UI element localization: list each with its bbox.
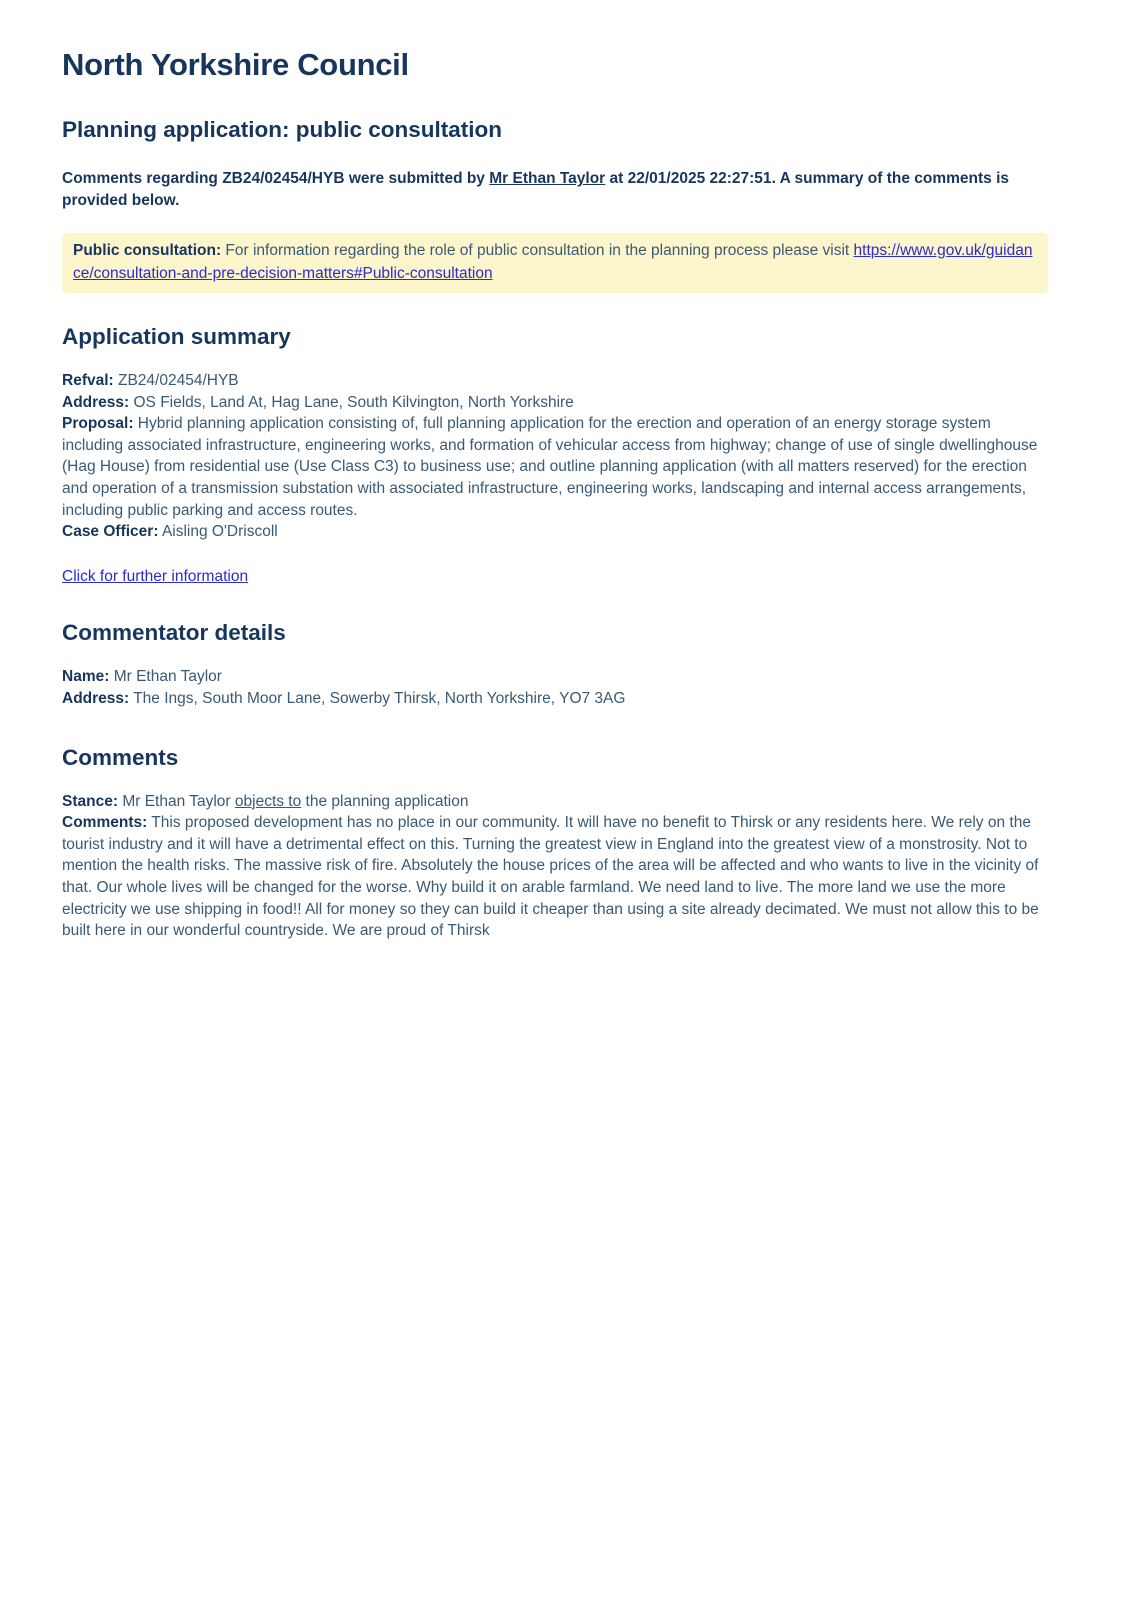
commentator-address-label: Address: bbox=[62, 689, 130, 707]
commentator-details-section bbox=[62, 666, 1048, 709]
commenter-link[interactable]: Mr Ethan Taylor bbox=[489, 170, 606, 187]
further-information-link[interactable]: Click for further information bbox=[62, 567, 249, 585]
proposal-line bbox=[62, 413, 1048, 521]
site-address-value: OS Fields, Land At, Hag Lane, South Kilvington, North Yorkshire bbox=[133, 393, 574, 411]
comments-section bbox=[62, 791, 1048, 942]
refval-value: ZB24/02454/HYB bbox=[118, 372, 239, 389]
page-title: North Yorkshire Council bbox=[62, 47, 409, 82]
application-summary-heading: Application summary bbox=[62, 324, 291, 349]
stance-prefix: Mr Ethan Taylor bbox=[122, 792, 235, 810]
proposal-label: Proposal: bbox=[62, 415, 134, 433]
public-consultation-notice bbox=[62, 233, 1048, 293]
commentator-name-line bbox=[62, 666, 1048, 688]
further-information-line bbox=[62, 566, 1048, 588]
submission-summary-prefix: Comments regarding ZB24/02454/HYB were submitted by bbox=[62, 170, 490, 187]
application-summary-section bbox=[62, 370, 1048, 543]
stance-suffix: the planning application bbox=[301, 792, 469, 810]
commentator-address-value: The Ings, South Moor Lane, Sowerby Thirsk, North Yorkshire, YO7 3AG bbox=[133, 689, 626, 707]
commentator-name-value: Mr Ethan Taylor bbox=[113, 668, 222, 686]
submission-summary-middle: at bbox=[605, 170, 628, 187]
submission-summary bbox=[62, 168, 1048, 211]
case-officer-line bbox=[62, 521, 1048, 543]
stance-label: Stance: bbox=[62, 792, 118, 810]
comments-text-line bbox=[62, 812, 1048, 942]
refval-label: Refval: bbox=[62, 372, 114, 389]
case-officer-label: Case Officer: bbox=[62, 523, 159, 541]
stance-objects-to: objects to bbox=[234, 792, 302, 810]
comments-text-value: This proposed development has no place in our community. It will have no benefit to Thirsk or any residents here. We rely on the tourist industry and it will have a detrimental effect on this. Turning the greatest view in England into the greatest view of a monstrosity. Not to mention the health risks. The massive risk of fire. Absolutely the house prices of the area will be affected and who wants to live in the vicinity of that. Our whole lives will be changed for the worse. Why build it on arable farmland. We need land to live. The more land we use the more electricity we use shipping in food!! All for money so they can build it cheaper than using a site already decimated. We must not allow this to be built here in our wonderful countryside. We are proud of Thirsk bbox=[62, 814, 1039, 940]
document-content bbox=[62, 46, 1048, 942]
comments-heading: Comments bbox=[62, 744, 179, 770]
submission-timestamp: 22/01/2025 22:27:51 bbox=[627, 170, 772, 187]
case-officer-value: Aisling O'Driscoll bbox=[161, 523, 278, 541]
refval-line bbox=[62, 370, 1048, 392]
page-subtitle: Planning application: public consultation bbox=[62, 117, 503, 142]
comments-label: Comments: bbox=[62, 814, 148, 832]
commentator-address-line bbox=[62, 688, 1048, 710]
notice-label: Public consultation: bbox=[73, 242, 222, 259]
proposal-value: Hybrid planning application consisting of, full planning application for the erection and operation of an energy storage system including associated infrastructure, engineering works, and formation of vehicular access from highway; change of use of single dwellinghouse (Hag House) from residential use (Use Class C3) to business use; and outline planning application (with all matters reserved) for the erection and operation of a transmission substation with associated infrastructure, engineering works, landscaping and internal access arrangements, including public parking and access routes. bbox=[62, 415, 1038, 519]
site-address-line bbox=[62, 392, 1048, 414]
notice-text: For information regarding the role of public consultation in the planning process please visit bbox=[221, 242, 854, 259]
commentator-name-label: Name: bbox=[62, 668, 110, 686]
stance-line bbox=[62, 791, 1048, 813]
submission-summary-suffix: . A summary of the comments is provided below. bbox=[62, 170, 1010, 209]
gov-uk-consultation-link[interactable]: https://www.gov.uk/guidance/consultation-and-pre-decision-matters#Public-consultation bbox=[73, 242, 1033, 282]
commentator-details-heading: Commentator details bbox=[62, 620, 286, 646]
site-address-label: Address: bbox=[62, 393, 130, 411]
